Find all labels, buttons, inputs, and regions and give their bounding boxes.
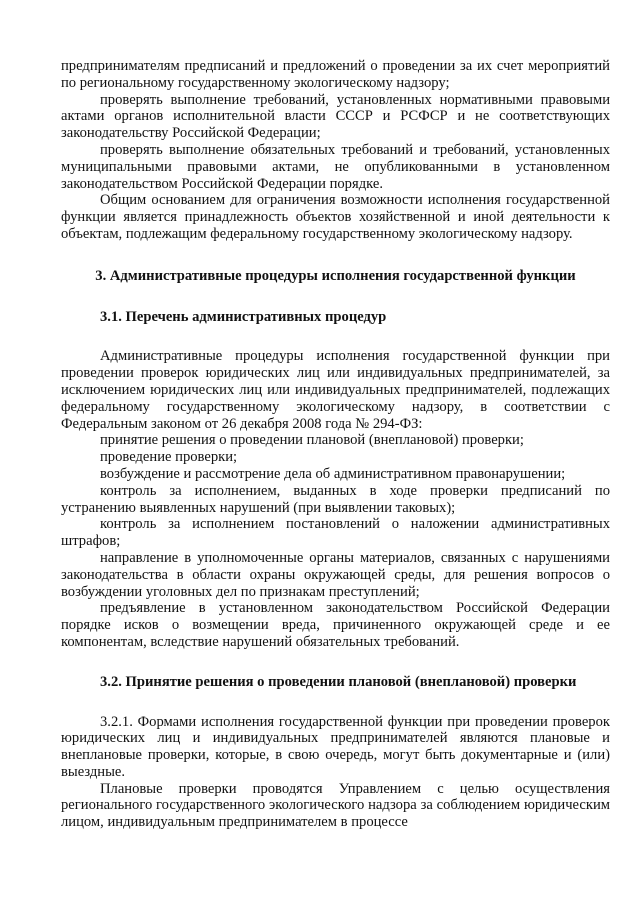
section-3-2-paragraph-2: Плановые проверки проводятся Управлением с целью осуществления регионального государственного экологического надзора за соблюдением юридическим лицом, индивидуальным предпринимателем в процессе bbox=[61, 780, 610, 831]
section-3-1-paragraph-2: принятие решения о проведении плановой (внеплановой) проверки; bbox=[100, 432, 524, 449]
section-3-1-paragraph-3: проведение проверки; bbox=[100, 449, 238, 466]
section-3-2-heading: 3.2. Принятие решения о проведении плановой (внеплановой) проверки bbox=[100, 673, 577, 690]
paragraph-top-2: проверять выполнение требований, установленных нормативными правовыми актами органов исполнительной власти СССР и РСФСР и не соответствующих законодательству Российской Федерации; bbox=[61, 91, 610, 142]
section-3-1-paragraph-7: направление в уполномоченные органы материалов, связанных с нарушениями законодательства в области охраны окружающей среды, для решения вопросов о возбуждении уголовных дел по признакам преступлений; bbox=[61, 549, 610, 600]
document-page bbox=[61, 58, 610, 831]
section-3-1-paragraph-4: возбуждение и рассмотрение дела об административном правонарушении; bbox=[100, 465, 566, 482]
section-3-1-paragraph-5: контроль за исполнением, выданных в ходе проверки предписаний по устранению выявленных нарушений (при выявлении таковых); bbox=[61, 482, 610, 516]
paragraph-top-4: Общим основанием для ограничения возможности исполнения государственной функции является принадлежность объектов хозяйственной и иной деятельности к объектам, подлежащим федеральному государственному экологическому надзору. bbox=[61, 192, 610, 242]
section-3-heading: 3. Административные процедуры исполнения государственной функции bbox=[95, 267, 576, 284]
section-3-2-paragraph-1: 3.2.1. Формами исполнения государственной функции при проведении проверок юридических лиц и индивидуальных предпринимателей являются плановые и внеплановые проверки, которые, в свою очередь, могут быть документарные и (или) выездные. bbox=[61, 713, 610, 780]
section-3-1-paragraph-1: Административные процедуры исполнения государственной функции при проведении проверок юридических лиц или индивидуальных предпринимателей, за исключением юридических лиц или индивидуальных предпринимателей, подлежащих федеральному государственному экологическому надзору, в соответствии с Федеральным законом от 26 декабря 2008 года № 294-ФЗ: bbox=[61, 348, 610, 432]
paragraph-top-1: предпринимателям предписаний и предложений о проведении за их счет мероприятий по региональному государственному экологическому надзору; bbox=[61, 58, 610, 91]
paragraph-top-3: проверять выполнение обязательных требований и требований, установленных муниципальными правовыми актами, не опубликованными в установленном законодательством Российской Федерации порядке. bbox=[61, 141, 610, 192]
section-3-1-heading: 3.1. Перечень административных процедур bbox=[100, 308, 387, 325]
section-3-1-paragraph-6: контроль за исполнением постановлений о наложении административных штрафов; bbox=[61, 516, 610, 550]
section-3-1-paragraph-8: предъявление в установленном законодательством Российской Федерации порядке исков о возмещении вреда, причиненного окружающей среде и ее компонентам, вследствие нарушений обязательных требований. bbox=[61, 600, 610, 650]
